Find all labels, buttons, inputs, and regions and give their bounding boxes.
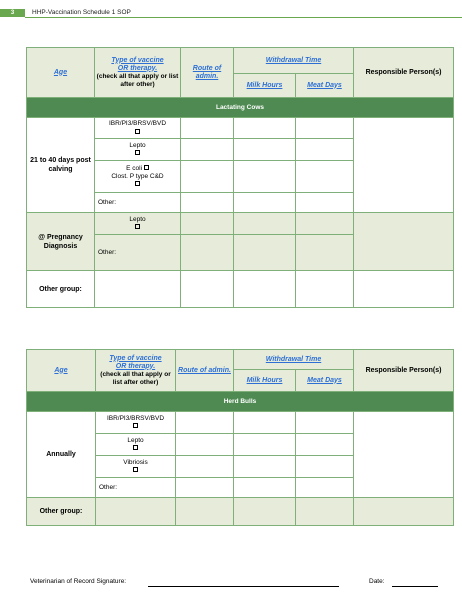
- route-cell[interactable]: [181, 161, 234, 193]
- meat-header: Meat Days: [296, 370, 354, 392]
- responsible-cell[interactable]: [354, 498, 454, 526]
- meat-cell[interactable]: [296, 498, 354, 526]
- vaccine-ecoli-clost: E coli Clost. P type C&D: [95, 161, 181, 193]
- milk-cell[interactable]: [234, 412, 296, 434]
- meat-cell[interactable]: [296, 271, 354, 308]
- responsible-cell[interactable]: [354, 412, 454, 498]
- responsible-cell[interactable]: [354, 271, 454, 308]
- route-cell[interactable]: [181, 235, 234, 271]
- responsible-header: Responsible Person(s): [354, 48, 454, 98]
- route-cell[interactable]: [181, 213, 234, 235]
- document-title: HHP-Vaccination Schedule 1 SOP: [32, 9, 131, 16]
- signature-line[interactable]: [148, 586, 339, 587]
- vaccine-cell[interactable]: [96, 498, 176, 526]
- milk-cell[interactable]: [234, 456, 296, 478]
- meat-header: Meat Days: [296, 74, 354, 98]
- vaccine-ibr: IBR/PI3/BRSV/BVD: [96, 412, 176, 434]
- age-21-40-days: 21 to 40 days post calving: [27, 118, 95, 213]
- meat-cell[interactable]: [296, 434, 354, 456]
- route-header: Route of admin.: [176, 350, 234, 392]
- meat-cell[interactable]: [296, 118, 354, 139]
- date-line[interactable]: [392, 586, 438, 587]
- signature-label: Veterinarian of Record Signature:: [30, 578, 127, 585]
- vaccine-other[interactable]: Other:: [95, 235, 181, 271]
- vaccine-other[interactable]: Other:: [96, 478, 176, 498]
- milk-cell[interactable]: [234, 478, 296, 498]
- checkbox[interactable]: [144, 165, 149, 170]
- age-header: Age: [27, 48, 95, 98]
- meat-cell[interactable]: [296, 193, 354, 213]
- milk-cell[interactable]: [234, 139, 296, 161]
- checkbox[interactable]: [135, 181, 140, 186]
- vaccine-lepto: Lepto: [95, 213, 181, 235]
- page-number: 3: [0, 9, 25, 17]
- vaccine-header: Type of vaccine OR therapy. (check all that apply or list after other): [96, 350, 176, 392]
- route-header: Route of admin.: [181, 48, 234, 98]
- route-cell[interactable]: [176, 434, 234, 456]
- route-cell[interactable]: [176, 478, 234, 498]
- header-rule: [25, 17, 462, 18]
- age-pregnancy-diagnosis: @ Pregnancy Diagnosis: [27, 213, 95, 271]
- route-cell[interactable]: [176, 412, 234, 434]
- vaccine-vibriosis: Vibriosis: [96, 456, 176, 478]
- milk-header: Milk Hours: [234, 370, 296, 392]
- checkbox[interactable]: [133, 467, 138, 472]
- vaccine-cell[interactable]: [95, 271, 181, 308]
- checkbox[interactable]: [133, 445, 138, 450]
- meat-cell[interactable]: [296, 235, 354, 271]
- route-cell[interactable]: [181, 271, 234, 308]
- age-header: Age: [27, 350, 96, 392]
- date-label: Date:: [369, 578, 385, 585]
- milk-cell[interactable]: [234, 434, 296, 456]
- page-header: [0, 0, 462, 18]
- withdrawal-header: Withdrawal Time: [234, 350, 354, 370]
- milk-cell[interactable]: [234, 161, 296, 193]
- route-cell[interactable]: [181, 118, 234, 139]
- vaccine-lepto: Lepto: [95, 139, 181, 161]
- milk-cell[interactable]: [234, 118, 296, 139]
- herd-bulls-table: [26, 349, 454, 526]
- milk-cell[interactable]: [234, 271, 296, 308]
- route-cell[interactable]: [181, 139, 234, 161]
- section-title-lactating-cows: Lactating Cows: [27, 98, 454, 118]
- milk-cell[interactable]: [234, 235, 296, 271]
- meat-cell[interactable]: [296, 139, 354, 161]
- milk-header: Milk Hours: [234, 74, 296, 98]
- other-group-label: Other group:: [27, 271, 95, 308]
- withdrawal-header: Withdrawal Time: [234, 48, 354, 74]
- milk-cell[interactable]: [234, 498, 296, 526]
- responsible-cell[interactable]: [354, 118, 454, 213]
- checkbox[interactable]: [133, 423, 138, 428]
- vaccine-other[interactable]: Other:: [95, 193, 181, 213]
- meat-cell[interactable]: [296, 213, 354, 235]
- milk-cell[interactable]: [234, 213, 296, 235]
- meat-cell[interactable]: [296, 161, 354, 193]
- meat-cell[interactable]: [296, 456, 354, 478]
- checkbox[interactable]: [135, 224, 140, 229]
- meat-cell[interactable]: [296, 478, 354, 498]
- age-annually: Annually: [27, 412, 96, 498]
- route-cell[interactable]: [176, 498, 234, 526]
- checkbox[interactable]: [135, 129, 140, 134]
- vaccine-header: Type of vaccine OR therapy. (check all that apply or list after other): [95, 48, 181, 98]
- other-group-label: Other group:: [27, 498, 96, 526]
- vaccine-lepto: Lepto: [96, 434, 176, 456]
- responsible-cell[interactable]: [354, 213, 454, 271]
- route-cell[interactable]: [176, 456, 234, 478]
- meat-cell[interactable]: [296, 412, 354, 434]
- milk-cell[interactable]: [234, 193, 296, 213]
- route-cell[interactable]: [181, 193, 234, 213]
- lactating-cows-table: [26, 47, 454, 308]
- vaccine-ibr: IBR/PI3/BRSV/BVD: [95, 118, 181, 139]
- responsible-header: Responsible Person(s): [354, 350, 454, 392]
- checkbox[interactable]: [135, 150, 140, 155]
- section-title-herd-bulls: Herd Bulls: [27, 392, 454, 412]
